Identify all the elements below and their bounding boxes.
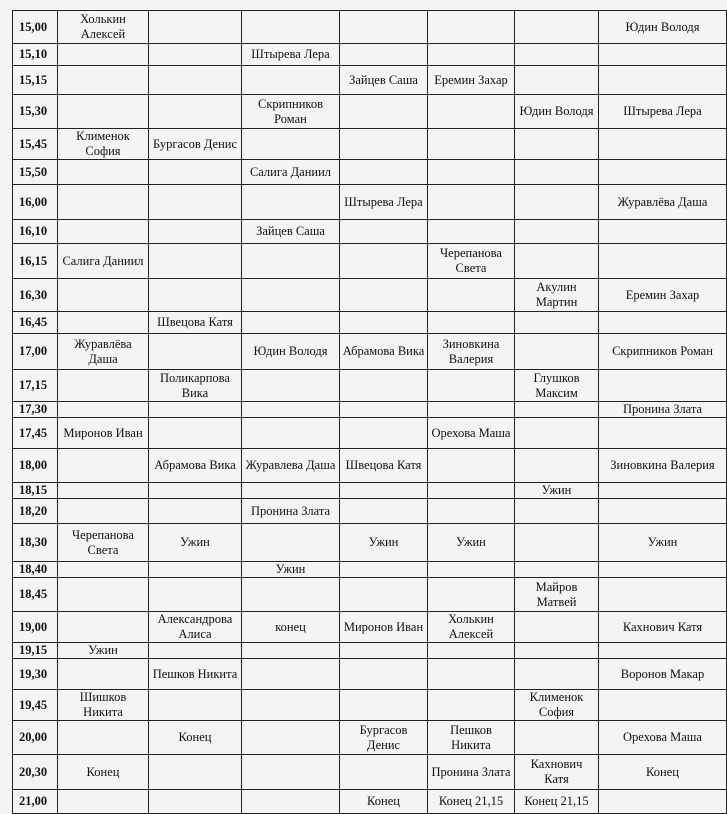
- slot-cell: [340, 44, 428, 66]
- slot-cell: [242, 185, 340, 220]
- schedule-row: [13, 562, 727, 578]
- slot-cell: Орехова Маша: [599, 721, 727, 755]
- slot-cell: [340, 643, 428, 659]
- slot-cell: [58, 562, 149, 578]
- slot-cell: [428, 220, 515, 244]
- slot-cell: [428, 402, 515, 418]
- slot-cell: [428, 659, 515, 690]
- slot-cell: Холькин Алексей: [428, 612, 515, 643]
- schedule-row: [13, 11, 727, 44]
- slot-cell: конец: [242, 612, 340, 643]
- time-cell: 16,00: [13, 185, 58, 220]
- schedule-row: [13, 499, 727, 524]
- time-cell: 18,00: [13, 449, 58, 483]
- slot-cell: Холькин Алексей: [58, 11, 149, 44]
- slot-cell: [428, 11, 515, 44]
- schedule-row: [13, 244, 727, 279]
- slot-cell: [242, 790, 340, 814]
- slot-cell: [149, 44, 242, 66]
- slot-cell: [515, 418, 599, 449]
- slot-cell: [599, 370, 727, 402]
- slot-cell: Конец: [149, 721, 242, 755]
- slot-cell: [242, 11, 340, 44]
- schedule-row: [13, 690, 727, 721]
- slot-cell: [599, 160, 727, 185]
- slot-cell: [599, 578, 727, 612]
- slot-cell: [58, 612, 149, 643]
- schedule-row: [13, 129, 727, 160]
- slot-cell: Салига Даниил: [242, 160, 340, 185]
- slot-cell: [242, 721, 340, 755]
- slot-cell: Ужин: [242, 562, 340, 578]
- slot-cell: [149, 755, 242, 790]
- slot-cell: Бургасов Денис: [340, 721, 428, 755]
- slot-cell: [242, 402, 340, 418]
- slot-cell: [340, 483, 428, 499]
- schedule-row: [13, 659, 727, 690]
- slot-cell: [515, 721, 599, 755]
- slot-cell: Воронов Макар: [599, 659, 727, 690]
- slot-cell: [58, 44, 149, 66]
- slot-cell: [515, 449, 599, 483]
- time-cell: 19,45: [13, 690, 58, 721]
- slot-cell: Конец: [340, 790, 428, 814]
- slot-cell: [242, 524, 340, 562]
- slot-cell: Акулин Мартин: [515, 279, 599, 312]
- slot-cell: [340, 244, 428, 279]
- slot-cell: [58, 790, 149, 814]
- slot-cell: Зайцев Саша: [340, 66, 428, 95]
- slot-cell: [340, 499, 428, 524]
- schedule-row: [13, 524, 727, 562]
- slot-cell: Зиновкина Валерия: [428, 334, 515, 370]
- slot-cell: Юдин Володя: [242, 334, 340, 370]
- slot-cell: Скрипников Роман: [599, 334, 727, 370]
- slot-cell: Ужин: [428, 524, 515, 562]
- slot-cell: [58, 95, 149, 129]
- slot-cell: Кахнович Катя: [599, 612, 727, 643]
- slot-cell: [428, 95, 515, 129]
- slot-cell: [428, 578, 515, 612]
- slot-cell: [428, 562, 515, 578]
- slot-cell: Шишков Никита: [58, 690, 149, 721]
- slot-cell: [242, 578, 340, 612]
- slot-cell: Юдин Володя: [599, 11, 727, 44]
- slot-cell: [428, 129, 515, 160]
- slot-cell: [242, 312, 340, 334]
- slot-cell: [599, 483, 727, 499]
- time-cell: 18,15: [13, 483, 58, 499]
- slot-cell: Пронина Злата: [428, 755, 515, 790]
- slot-cell: Штырева Лера: [340, 185, 428, 220]
- slot-cell: [428, 279, 515, 312]
- slot-cell: Поликарпова Вика: [149, 370, 242, 402]
- slot-cell: [58, 402, 149, 418]
- time-cell: 15,30: [13, 95, 58, 129]
- schedule-table: [12, 10, 727, 814]
- schedule-row: [13, 185, 727, 220]
- slot-cell: Кахнович Катя: [515, 755, 599, 790]
- schedule-row: [13, 160, 727, 185]
- slot-cell: Пешков Никита: [428, 721, 515, 755]
- schedule-row: [13, 44, 727, 66]
- slot-cell: Конец: [599, 755, 727, 790]
- slot-cell: Черепанова Света: [58, 524, 149, 562]
- slot-cell: Еремин Захар: [599, 279, 727, 312]
- slot-cell: Штырева Лера: [242, 44, 340, 66]
- slot-cell: [599, 66, 727, 95]
- slot-cell: Журавлёва Даша: [599, 185, 727, 220]
- slot-cell: [340, 402, 428, 418]
- slot-cell: [428, 312, 515, 334]
- slot-cell: [340, 220, 428, 244]
- schedule-body: [13, 11, 727, 814]
- slot-cell: [58, 483, 149, 499]
- slot-cell: [340, 418, 428, 449]
- slot-cell: [242, 659, 340, 690]
- schedule-row: [13, 643, 727, 659]
- slot-cell: [149, 334, 242, 370]
- slot-cell: Клименок София: [58, 129, 149, 160]
- slot-cell: [58, 279, 149, 312]
- slot-cell: Пешков Никита: [149, 659, 242, 690]
- schedule-row: [13, 95, 727, 129]
- slot-cell: [149, 499, 242, 524]
- slot-cell: Ужин: [515, 483, 599, 499]
- slot-cell: [58, 312, 149, 334]
- time-cell: 19,15: [13, 643, 58, 659]
- slot-cell: [58, 160, 149, 185]
- slot-cell: [149, 418, 242, 449]
- slot-cell: Бургасов Денис: [149, 129, 242, 160]
- schedule-row: [13, 312, 727, 334]
- slot-cell: [149, 483, 242, 499]
- slot-cell: [340, 160, 428, 185]
- schedule-row: [13, 370, 727, 402]
- slot-cell: Юдин Володя: [515, 95, 599, 129]
- slot-cell: [340, 312, 428, 334]
- slot-cell: [515, 11, 599, 44]
- slot-cell: Александрова Алиса: [149, 612, 242, 643]
- slot-cell: [599, 499, 727, 524]
- slot-cell: [340, 279, 428, 312]
- slot-cell: [340, 562, 428, 578]
- slot-cell: [149, 279, 242, 312]
- slot-cell: [149, 185, 242, 220]
- slot-cell: [58, 66, 149, 95]
- schedule-row: [13, 612, 727, 643]
- slot-cell: Майров Матвей: [515, 578, 599, 612]
- slot-cell: [515, 244, 599, 279]
- slot-cell: [340, 659, 428, 690]
- slot-cell: [428, 44, 515, 66]
- slot-cell: Журавлева Даша: [242, 449, 340, 483]
- slot-cell: [149, 402, 242, 418]
- schedule-row: [13, 483, 727, 499]
- slot-cell: [428, 483, 515, 499]
- slot-cell: Абрамова Вика: [340, 334, 428, 370]
- slot-cell: Зайцев Саша: [242, 220, 340, 244]
- slot-cell: [149, 244, 242, 279]
- slot-cell: [515, 612, 599, 643]
- slot-cell: Миронов Иван: [58, 418, 149, 449]
- time-cell: 15,45: [13, 129, 58, 160]
- slot-cell: [149, 562, 242, 578]
- slot-cell: [515, 499, 599, 524]
- slot-cell: [340, 129, 428, 160]
- slot-cell: [242, 643, 340, 659]
- slot-cell: Ужин: [149, 524, 242, 562]
- slot-cell: [58, 659, 149, 690]
- slot-cell: Абрамова Вика: [149, 449, 242, 483]
- slot-cell: [599, 790, 727, 814]
- slot-cell: [340, 690, 428, 721]
- slot-cell: [599, 643, 727, 659]
- time-cell: 19,00: [13, 612, 58, 643]
- slot-cell: Зиновкина Валерия: [599, 449, 727, 483]
- time-cell: 18,45: [13, 578, 58, 612]
- slot-cell: Еремин Захар: [428, 66, 515, 95]
- slot-cell: Швецова Катя: [149, 312, 242, 334]
- slot-cell: Ужин: [599, 524, 727, 562]
- slot-cell: [515, 129, 599, 160]
- slot-cell: [242, 370, 340, 402]
- slot-cell: [428, 185, 515, 220]
- slot-cell: [599, 129, 727, 160]
- slot-cell: [340, 370, 428, 402]
- slot-cell: [515, 524, 599, 562]
- slot-cell: [149, 95, 242, 129]
- slot-cell: Штырева Лера: [599, 95, 727, 129]
- slot-cell: Глушков Максим: [515, 370, 599, 402]
- time-cell: 17,15: [13, 370, 58, 402]
- slot-cell: Пронина Злата: [242, 499, 340, 524]
- slot-cell: Ужин: [58, 643, 149, 659]
- slot-cell: [515, 220, 599, 244]
- slot-cell: [242, 129, 340, 160]
- time-cell: 16,15: [13, 244, 58, 279]
- slot-cell: Журавлёва Даша: [58, 334, 149, 370]
- schedule-row: [13, 402, 727, 418]
- slot-cell: [149, 160, 242, 185]
- time-cell: 19,30: [13, 659, 58, 690]
- slot-cell: Конец: [58, 755, 149, 790]
- slot-cell: [58, 370, 149, 402]
- slot-cell: [149, 220, 242, 244]
- time-cell: 17,00: [13, 334, 58, 370]
- slot-cell: Черепанова Света: [428, 244, 515, 279]
- slot-cell: [58, 185, 149, 220]
- slot-cell: [242, 279, 340, 312]
- slot-cell: [428, 643, 515, 659]
- time-cell: 18,40: [13, 562, 58, 578]
- time-cell: 15,10: [13, 44, 58, 66]
- slot-cell: [340, 755, 428, 790]
- time-cell: 18,30: [13, 524, 58, 562]
- slot-cell: [149, 11, 242, 44]
- time-cell: 17,45: [13, 418, 58, 449]
- schedule-row: [13, 578, 727, 612]
- slot-cell: [242, 418, 340, 449]
- slot-cell: [242, 690, 340, 721]
- slot-cell: [242, 483, 340, 499]
- slot-cell: [149, 66, 242, 95]
- slot-cell: [515, 44, 599, 66]
- time-cell: 16,10: [13, 220, 58, 244]
- slot-cell: Конец 21,15: [515, 790, 599, 814]
- slot-cell: [599, 244, 727, 279]
- time-cell: 15,50: [13, 160, 58, 185]
- slot-cell: [242, 66, 340, 95]
- slot-cell: [599, 220, 727, 244]
- slot-cell: [149, 643, 242, 659]
- slot-cell: [58, 499, 149, 524]
- slot-cell: [340, 11, 428, 44]
- slot-cell: [515, 659, 599, 690]
- schedule-row: [13, 790, 727, 814]
- slot-cell: Конец 21,15: [428, 790, 515, 814]
- slot-cell: Скрипников Роман: [242, 95, 340, 129]
- time-cell: 16,30: [13, 279, 58, 312]
- slot-cell: Орехова Маша: [428, 418, 515, 449]
- slot-cell: [515, 562, 599, 578]
- slot-cell: [428, 449, 515, 483]
- slot-cell: Салига Даниил: [58, 244, 149, 279]
- slot-cell: [515, 402, 599, 418]
- slot-cell: [515, 312, 599, 334]
- slot-cell: Ужин: [340, 524, 428, 562]
- slot-cell: [428, 160, 515, 185]
- slot-cell: [599, 418, 727, 449]
- slot-cell: [149, 578, 242, 612]
- schedule-row: [13, 755, 727, 790]
- schedule-row: [13, 279, 727, 312]
- slot-cell: [58, 578, 149, 612]
- slot-cell: [428, 370, 515, 402]
- slot-cell: [515, 334, 599, 370]
- slot-cell: [58, 220, 149, 244]
- slot-cell: [599, 44, 727, 66]
- slot-cell: [340, 578, 428, 612]
- slot-cell: [58, 721, 149, 755]
- schedule-row: [13, 66, 727, 95]
- slot-cell: [242, 244, 340, 279]
- slot-cell: Пронина Злата: [599, 402, 727, 418]
- slot-cell: [515, 66, 599, 95]
- schedule-row: [13, 449, 727, 483]
- time-cell: 20,00: [13, 721, 58, 755]
- slot-cell: [599, 312, 727, 334]
- schedule-row: [13, 220, 727, 244]
- time-cell: 17,30: [13, 402, 58, 418]
- time-cell: 15,15: [13, 66, 58, 95]
- schedule-row: [13, 721, 727, 755]
- slot-cell: Клименок София: [515, 690, 599, 721]
- schedule-row: [13, 418, 727, 449]
- time-cell: 18,20: [13, 499, 58, 524]
- schedule-row: [13, 334, 727, 370]
- slot-cell: [340, 95, 428, 129]
- slot-cell: [428, 499, 515, 524]
- time-cell: 16,45: [13, 312, 58, 334]
- slot-cell: [242, 755, 340, 790]
- slot-cell: [149, 690, 242, 721]
- slot-cell: [599, 690, 727, 721]
- slot-cell: [515, 185, 599, 220]
- slot-cell: Миронов Иван: [340, 612, 428, 643]
- time-cell: 20,30: [13, 755, 58, 790]
- slot-cell: [58, 449, 149, 483]
- slot-cell: [149, 790, 242, 814]
- slot-cell: [515, 160, 599, 185]
- slot-cell: [515, 643, 599, 659]
- time-cell: 15,00: [13, 11, 58, 44]
- slot-cell: [599, 562, 727, 578]
- slot-cell: [428, 690, 515, 721]
- time-cell: 21,00: [13, 790, 58, 814]
- slot-cell: Швецова Катя: [340, 449, 428, 483]
